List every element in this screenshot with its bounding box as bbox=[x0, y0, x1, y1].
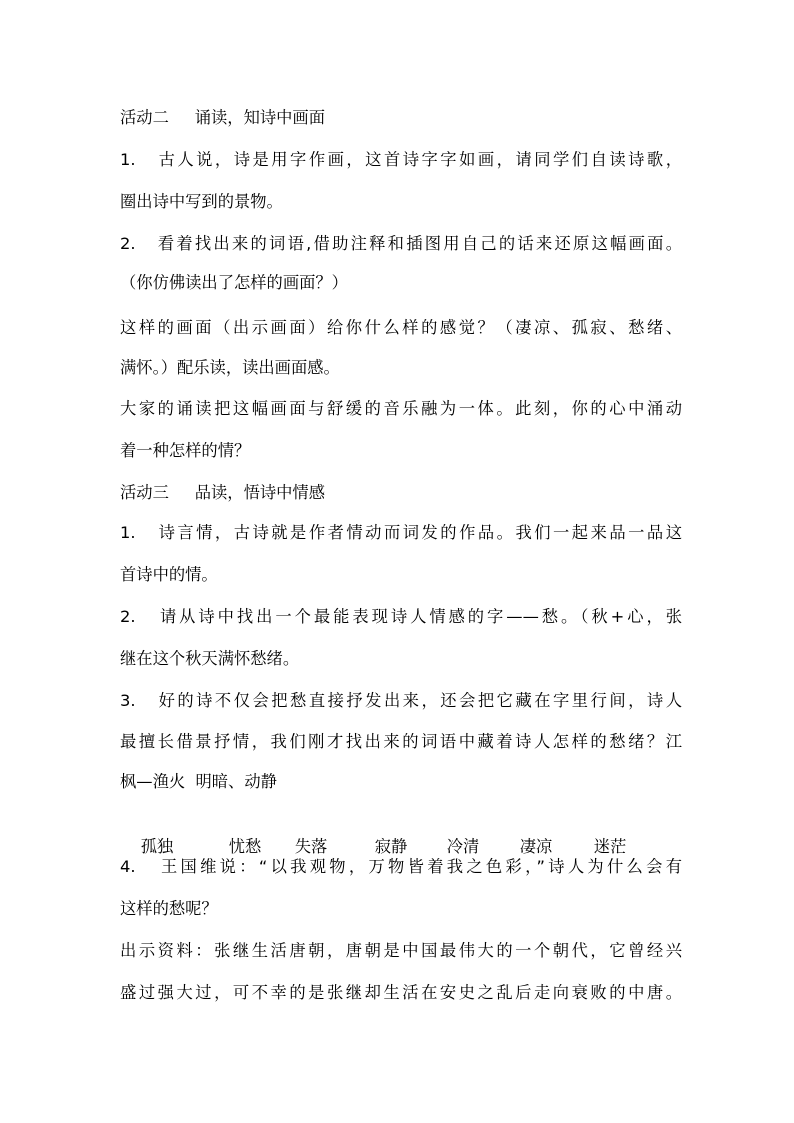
activity2-para1-line1: 这样的画面（出示画面）给你什么样的感觉？（凄凉、孤寂、愁绪、 bbox=[120, 318, 682, 337]
emotion-word: 凄凉 bbox=[519, 837, 553, 856]
activity3-item3-line1: 3. 好的诗不仅会把愁直接抒发出来，还会把它藏在字里行间，诗人 bbox=[120, 691, 682, 710]
activity2-item2-line2: （你仿佛读出了怎样的画面？） bbox=[120, 273, 348, 292]
activity3-heading: 活动三 品读，悟诗中情感 bbox=[120, 483, 325, 502]
activity3-item2-line2: 继在这个秋天满怀愁绪。 bbox=[120, 649, 300, 668]
emotion-word: 孤独 bbox=[140, 837, 174, 856]
emotion-word: 失落 bbox=[294, 837, 328, 856]
activity2-para2-line1: 大家的诵读把这幅画面与舒缓的音乐融为一体。此刻，你的心中涌动 bbox=[120, 399, 682, 418]
activity2-item2-line1: 2. 看着找出来的词语,借助注释和插图用自己的话来还原这幅画面。 bbox=[120, 234, 682, 253]
activity3-item4-line1: 4. 王国维说：“以我观物，万物皆着我之色彩，”诗人为什么会有 bbox=[120, 857, 682, 876]
activity3-item1-line2: 首诗中的情。 bbox=[120, 565, 218, 584]
activity2-item1-line2: 圈出诗中写到的景物。 bbox=[120, 192, 283, 211]
activity2-para1-line2: 满怀。）配乐读，读出画面感。 bbox=[120, 358, 340, 377]
emotion-word: 迷茫 bbox=[593, 837, 627, 856]
emotion-word: 冷清 bbox=[446, 837, 480, 856]
activity2-heading: 活动二 诵读，知诗中画面 bbox=[120, 108, 325, 127]
emotion-word: 忧愁 bbox=[228, 837, 262, 856]
activity2-item1-line1: 1. 古人说，诗是用字作画，这首诗字字如画，请同学们自读诗歌， bbox=[120, 150, 682, 169]
material-line2: 盛过强大过，可不幸的是张继却生活在安史之乱后走向衰败的中唐。 bbox=[120, 983, 682, 1002]
activity3-item3-line2: 最擅长借景抒情，我们刚才找出来的词语中藏着诗人怎样的愁绪？江 bbox=[120, 732, 682, 751]
activity3-item1-line1: 1. 诗言情，古诗就是作者情动而词发的作品。我们一起来品一品这 bbox=[120, 523, 682, 542]
material-line1: 出示资料：张继生活唐朝，唐朝是中国最伟大的一个朝代，它曾经兴 bbox=[120, 941, 682, 960]
activity3-item3-line3: 枫—渔火 明暗、动静 bbox=[120, 772, 277, 791]
emotion-word: 寂静 bbox=[374, 837, 408, 856]
activity3-item2-line1: 2. 请从诗中找出一个最能表现诗人情感的字——愁。（秋+心，张 bbox=[120, 607, 682, 626]
activity2-para2-line2: 着一种怎样的情？ bbox=[120, 441, 251, 460]
activity3-item4-line2: 这样的愁呢？ bbox=[120, 899, 218, 918]
